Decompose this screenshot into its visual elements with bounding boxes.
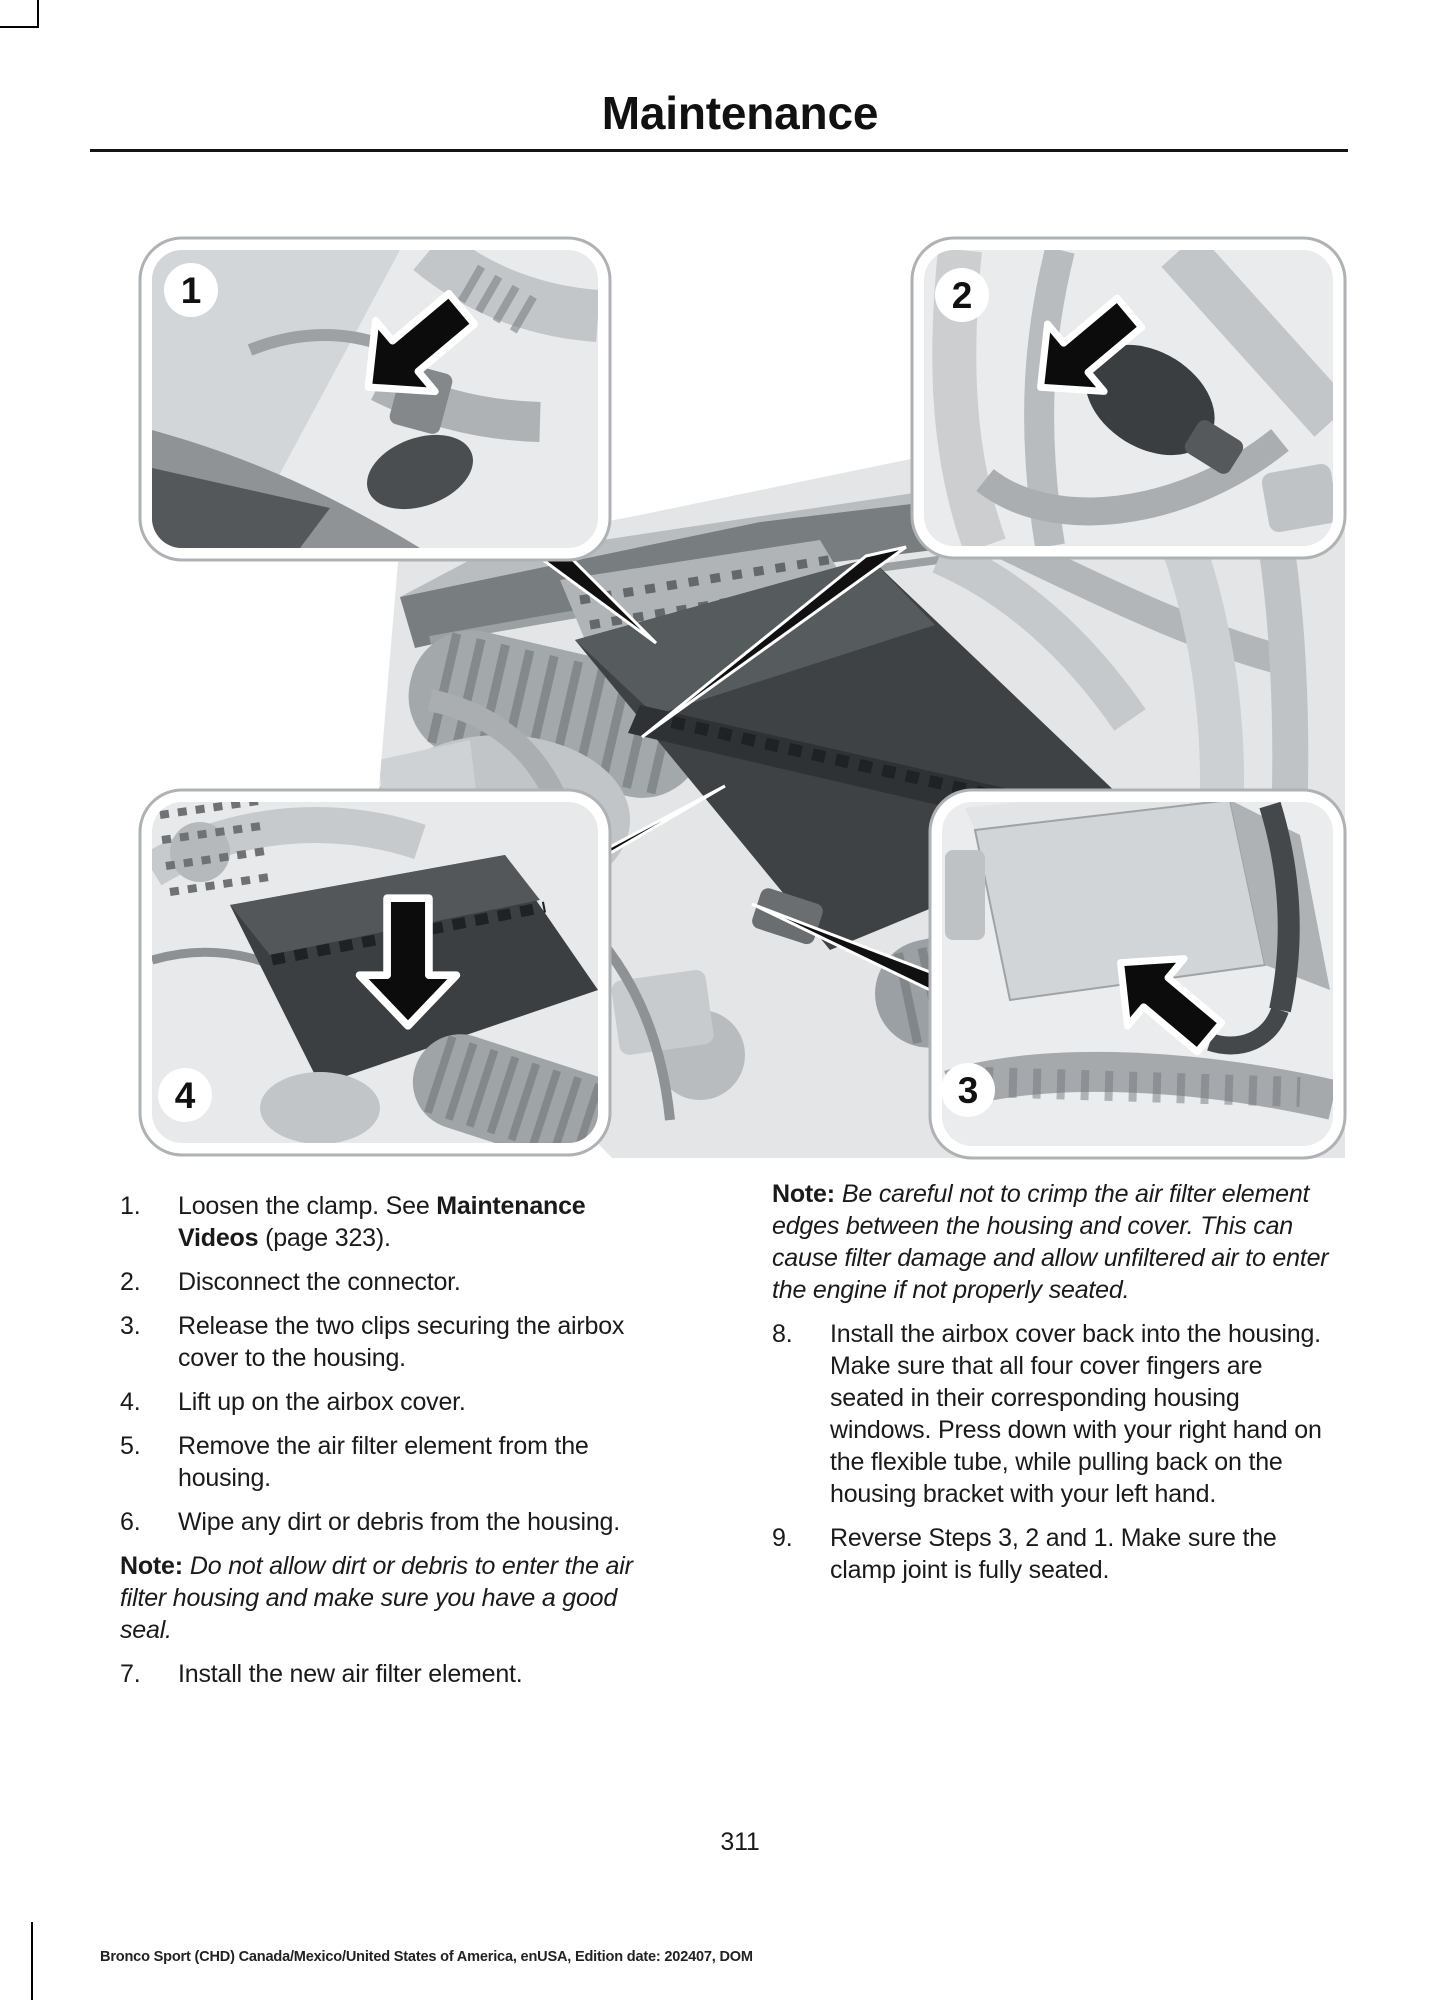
page-number: 311 [720, 1828, 760, 1856]
callout-badge-3-label: 3 [957, 1070, 979, 1111]
step-1-text-post: (page 323). [258, 1224, 391, 1252]
note-body: Be careful not to crimp the air filter element edges between the housing and cover. This can cause filter damage and allow unfiltered air to enter the engine if not properly seated. [772, 1180, 1329, 1304]
instructions-right-column [772, 1178, 1345, 1598]
step-text: Disconnect the connector. [178, 1268, 461, 1296]
step-3 [120, 1310, 705, 1374]
step-number: 7. [120, 1660, 141, 1688]
panel-step4-lift-airbox-cover [140, 790, 639, 1170]
step-number: 5. [120, 1432, 141, 1460]
step-9 [772, 1522, 1345, 1586]
note-left [120, 1550, 668, 1646]
step-1 [120, 1190, 705, 1254]
note-label: Note: [120, 1552, 183, 1580]
step-number: 6. [120, 1508, 141, 1536]
footer-text: Bronco Sport (CHD) Canada/Mexico/United States of America, enUSA, Edition date: 202407, DOM [100, 1948, 753, 1965]
step-2 [120, 1266, 705, 1298]
callout-badge-2-label: 2 [951, 275, 973, 316]
step-6 [120, 1506, 705, 1538]
panel-step3-release-clips [930, 780, 1345, 1158]
note-right [772, 1178, 1345, 1306]
instructions-left-column [120, 1190, 705, 1702]
step-text: Reverse Steps 3, 2 and 1. Make sure the clamp joint is fully seated. [830, 1524, 1277, 1584]
step-text: Lift up on the airbox cover. [178, 1388, 466, 1416]
step-text: Install the airbox cover back into the housing. Make sure that all four cover fingers are seated in their corresponding housing windows. Press down with your right hand on the flexible tube, while pulling back on the housing bracket with your left hand. [830, 1320, 1322, 1508]
crop-mark-bottom-left [31, 1922, 33, 2000]
step-7 [120, 1658, 705, 1690]
panel-step1-loosen-clamp [140, 238, 610, 560]
step-number: 3. [120, 1312, 141, 1340]
step-4 [120, 1386, 705, 1418]
note-body: Do not allow dirt or debris to enter the air filter housing and make sure you have a good seal. [120, 1552, 633, 1644]
step-text: Install the new air filter element. [178, 1660, 523, 1688]
step-8 [772, 1318, 1345, 1510]
callout-badge-4-label: 4 [174, 1075, 196, 1116]
note-label: Note: [772, 1180, 835, 1208]
crop-mark-top-left-vertical [37, 0, 39, 28]
crop-mark-top-left-horizontal [0, 26, 38, 28]
step-text: Wipe any dirt or debris from the housing. [178, 1508, 621, 1536]
step-text: Release the two clips securing the airbox cover to the housing. [178, 1312, 625, 1372]
step-text: Remove the air filter element from the housing. [178, 1432, 589, 1492]
page-title: Maintenance [601, 87, 879, 139]
step-number: 8. [772, 1320, 793, 1348]
step-5 [120, 1430, 705, 1494]
airbox-replacement-figure [85, 170, 1360, 1170]
step-number: 2. [120, 1268, 141, 1296]
title-rule [90, 149, 1348, 152]
step-number: 4. [120, 1388, 141, 1416]
step-1-bold-reference: Maintenance Videos [178, 1192, 586, 1252]
step-number: 1. [120, 1192, 141, 1220]
step-text [178, 1190, 650, 1254]
step-1-text-pre: Loosen the clamp. See [178, 1192, 437, 1220]
callout-badge-1-label: 1 [180, 270, 202, 311]
panel-step2-disconnect-connector [912, 238, 1345, 558]
step-number: 9. [772, 1524, 793, 1552]
